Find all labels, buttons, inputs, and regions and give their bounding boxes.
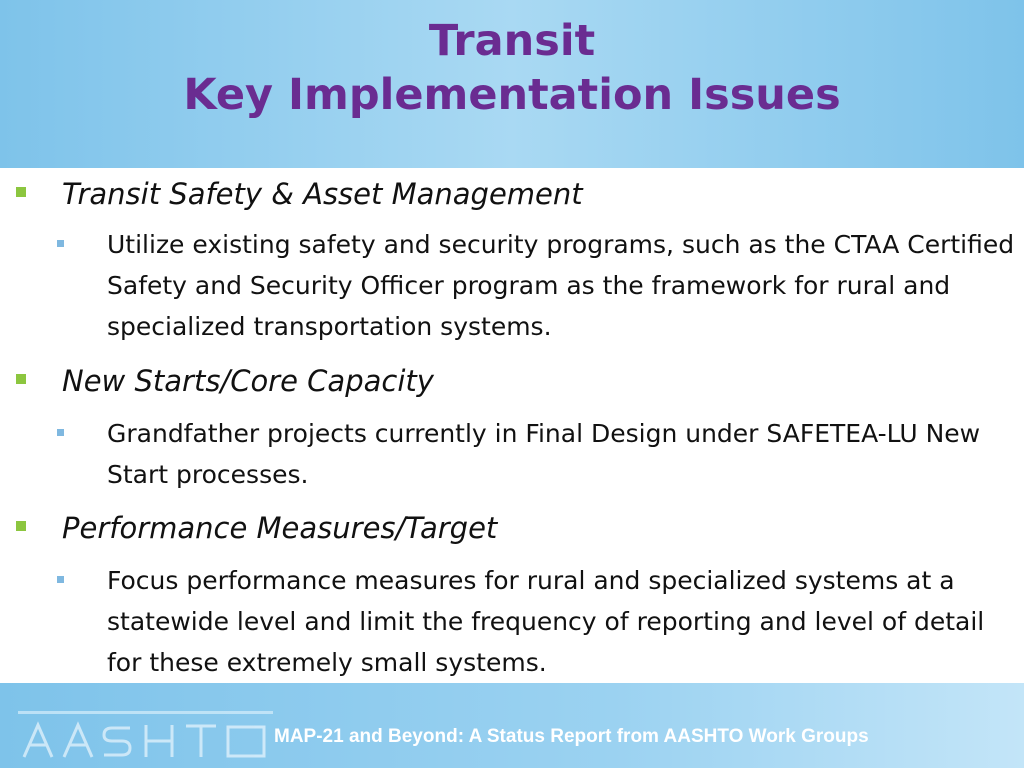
section-heading-performance: [16, 508, 1016, 548]
slide-title-line-1: Transit: [428, 16, 596, 66]
section-heading-text: Performance Measures/Target: [62, 511, 498, 545]
slide-body: [0, 168, 1024, 683]
aashto-logo: [18, 711, 273, 761]
footer-banner: [0, 683, 1024, 768]
section-item-text: Grandfather projects currently in Final Design under SAFETEA-LU New Start processes.: [107, 419, 981, 489]
section-heading-text: Transit Safety & Asset Management: [62, 177, 583, 211]
section-item-text: Focus performance measures for rural and specialized systems at a statewide level and limit the frequency of reporting and level of detail for these extremely small systems.: [107, 566, 985, 677]
footer-caption: MAP-21 and Beyond: A Status Report from AASHTO Work Groups: [274, 726, 869, 747]
slide-title-line-2: Key Implementation Issues: [183, 70, 841, 120]
blue-square-bullet-icon: [57, 240, 64, 247]
section-heading-new-starts: [16, 361, 1016, 401]
section-item-text: Utilize existing safety and security programs, such as the CTAA Certified Safety and Security Officer program as the framework for rural and specialized transportation systems.: [107, 230, 1015, 341]
green-square-bullet-icon: [16, 521, 26, 531]
blue-square-bullet-icon: [57, 576, 64, 583]
green-square-bullet-icon: [16, 187, 26, 197]
slide-title: [0, 14, 1024, 122]
section-item-new-starts: [57, 413, 1017, 495]
section-heading-safety: [16, 174, 1016, 214]
green-square-bullet-icon: [16, 374, 26, 384]
title-banner: [0, 0, 1024, 168]
section-item-safety: [57, 224, 1017, 347]
section-item-performance: [57, 560, 1017, 683]
blue-square-bullet-icon: [57, 429, 64, 436]
section-heading-text: New Starts/Core Capacity: [62, 364, 434, 398]
